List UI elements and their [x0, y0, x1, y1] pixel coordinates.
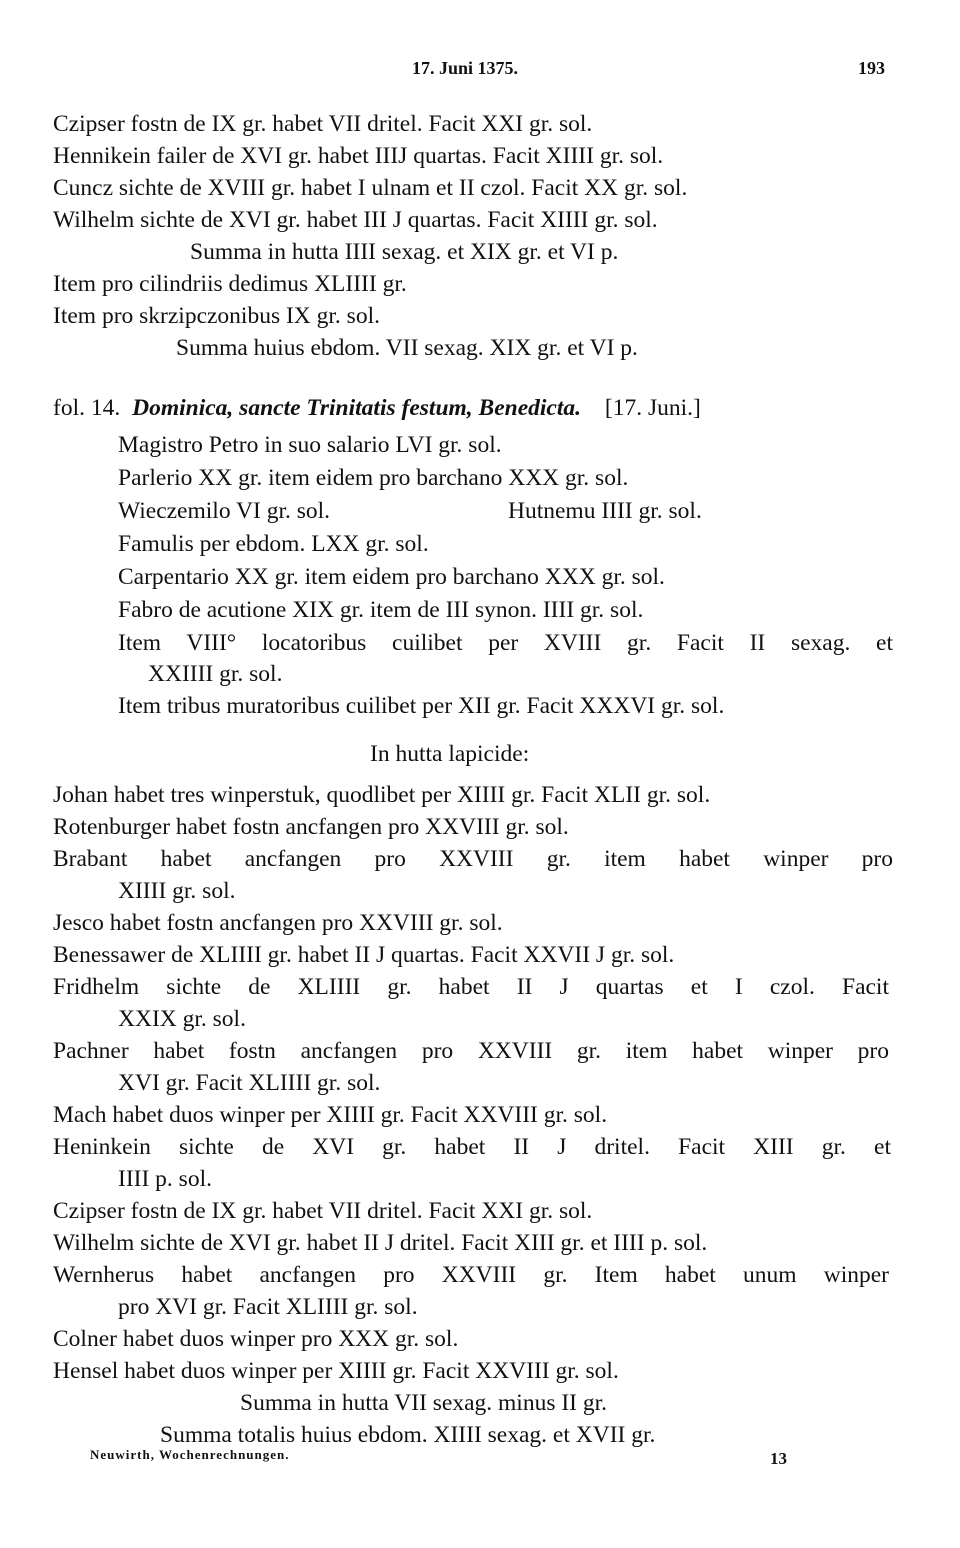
entry-line: Pachner habet fostn ancfangen pro XXVIII gr. item habet winper pro	[53, 1038, 889, 1064]
entry-line: Wieczemilo VI gr. sol.	[118, 498, 331, 524]
entry-line: Rotenburger habet fostn ancfangen pro XXVIII gr. sol.	[53, 814, 569, 840]
summa-line: Summa in hutta VII sexag. minus II gr.	[240, 1390, 608, 1416]
entry-line: Czipser fostn de IX gr. habet VII dritel. Facit XXI gr. sol.	[53, 1198, 593, 1224]
entry-line: Czipser fostn de IX gr. habet VII dritel. Facit XXI gr. sol.	[53, 111, 593, 137]
entry-line: Benessawer de XLIIII gr. habet II J quartas. Facit XXVII J gr. sol.	[53, 942, 675, 968]
entry-line: Hensel habet duos winper per XIIII gr. Facit XXVIII gr. sol.	[53, 1358, 619, 1384]
entry-line: Colner habet duos winper pro XXX gr. sol.	[53, 1326, 459, 1352]
fol-title: Dominica, sancte Trinitatis festum, Benedicta.	[132, 395, 582, 421]
entry-line: Wernherus habet ancfangen pro XXVIII gr. Item habet unum winper	[53, 1262, 889, 1288]
entry-line: Carpentario XX gr. item eidem pro barchano XXX gr. sol.	[118, 564, 665, 590]
entry-line: Fabro de acutione XIX gr. item de III synon. IIII gr. sol.	[118, 597, 644, 623]
entry-line: Heninkein sichte de XVI gr. habet II J dritel. Facit XIII gr. et	[53, 1134, 891, 1160]
entry-continuation: IIII p. sol.	[118, 1166, 212, 1192]
summa-line: Summa totalis huius ebdom. XIIII sexag. et XVII gr.	[160, 1422, 656, 1448]
page-number: 193	[858, 58, 885, 78]
entry-line: Wilhelm sichte de XVI gr. habet III J quartas. Facit XIIII gr. sol.	[53, 207, 658, 233]
fol-heading	[53, 394, 701, 422]
summa-line: Summa in hutta IIII sexag. et XIX gr. et VI p.	[190, 239, 619, 265]
entry-line: Fridhelm sichte de XLIIII gr. habet II J quartas et I czol. Facit	[53, 974, 889, 1000]
section-heading: In hutta lapicide:	[370, 741, 530, 767]
entry-line: Hutnemu IIII gr. sol.	[508, 498, 702, 524]
entry-line: Mach habet duos winper per XIIII gr. Facit XXVIII gr. sol.	[53, 1102, 608, 1128]
entry-line: Parlerio XX gr. item eidem pro barchano XXX gr. sol.	[118, 465, 629, 491]
entry-continuation: XIIII gr. sol.	[118, 878, 236, 904]
entry-continuation: XXIX gr. sol.	[118, 1006, 246, 1032]
entry-line: Johan habet tres winperstuk, quodlibet per XIIII gr. Facit XLII gr. sol.	[53, 782, 711, 808]
entry-line: Hennikein failer de XVI gr. habet IIIJ quartas. Facit XIIII gr. sol.	[53, 143, 664, 169]
entry-line: Item VIII° locatoribus cuilibet per XVIII gr. Facit II sexag. et	[118, 630, 893, 656]
summa-line: Summa huius ebdom. VII sexag. XIX gr. et VI p.	[176, 335, 638, 361]
entry-continuation: XVI gr. Facit XLIIII gr. sol.	[118, 1070, 381, 1096]
entry-continuation: XXIIII gr. sol.	[148, 661, 283, 687]
entry-line: Magistro Petro in suo salario LVI gr. sol.	[118, 432, 502, 458]
header-date: 17. Juni 1375.	[412, 58, 519, 78]
entry-line: Cuncz sichte de XVIII gr. habet I ulnam et II czol. Facit XX gr. sol.	[53, 175, 688, 201]
entry-line: Famulis per ebdom. LXX gr. sol.	[118, 531, 429, 557]
entry-line: Item tribus muratoribus cuilibet per XII gr. Facit XXXVI gr. sol.	[118, 693, 725, 719]
sheet-number: 13	[770, 1449, 787, 1468]
entry-continuation: pro XVI gr. Facit XLIIII gr. sol.	[118, 1294, 418, 1320]
fol-date: [17. Juni.]	[604, 395, 701, 421]
fol-prefix: fol. 14.	[53, 395, 121, 421]
running-header	[0, 58, 960, 88]
entry-line: Jesco habet fostn ancfangen pro XXVIII gr. sol.	[53, 910, 503, 936]
footer-signature: Neuwirth, Wochenrechnungen.	[90, 1447, 290, 1462]
entry-line: Wilhelm sichte de XVI gr. habet II J dritel. Facit XIII gr. et IIII p. sol.	[53, 1230, 708, 1256]
entry-line: Item pro skrzipczonibus IX gr. sol.	[53, 303, 380, 329]
entry-line: Item pro cilindriis dedimus XLIIII gr.	[53, 271, 407, 297]
entry-line: Brabant habet ancfangen pro XXVIII gr. item habet winper pro	[53, 846, 893, 872]
